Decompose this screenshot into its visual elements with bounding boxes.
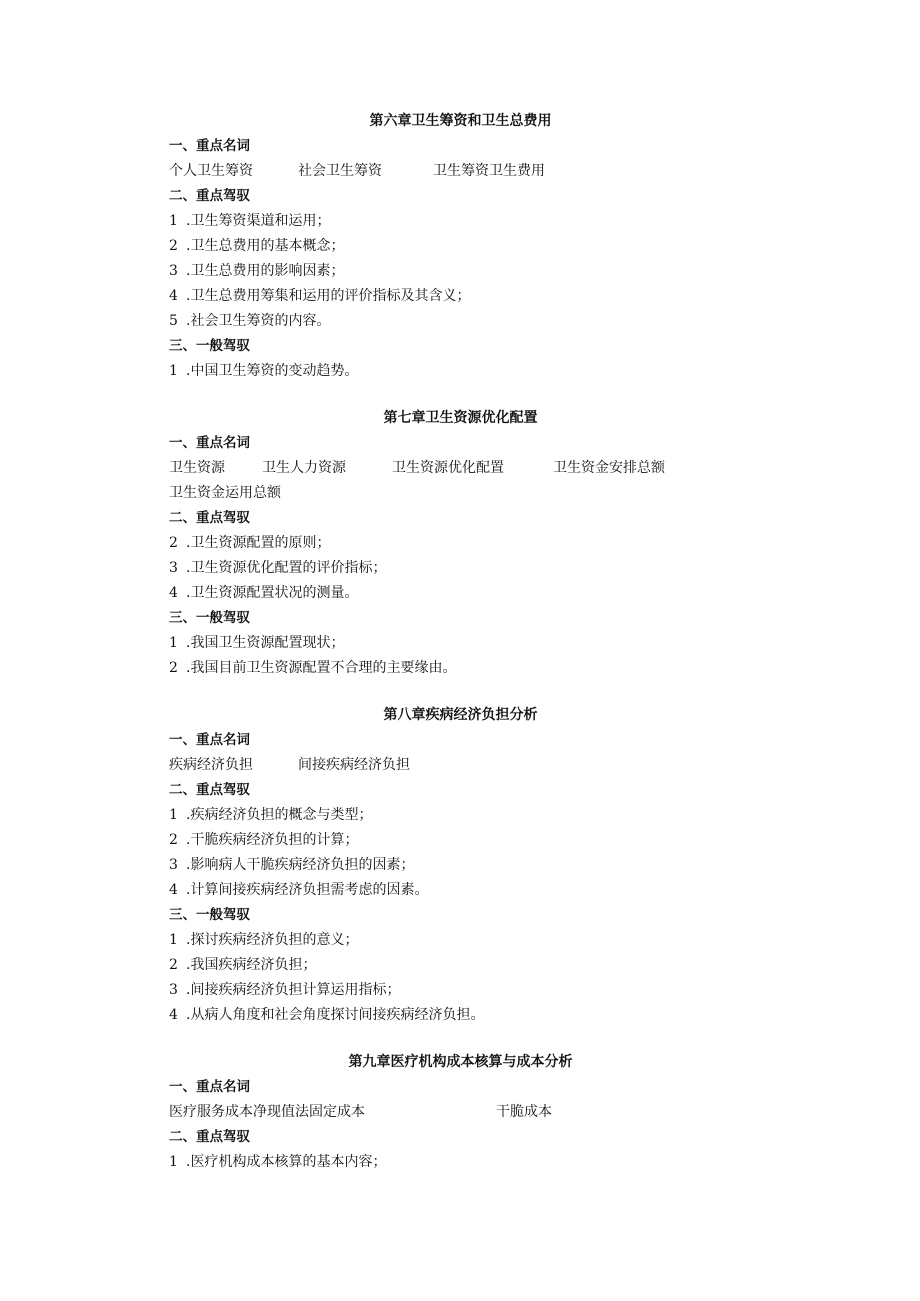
list-item: 1 .探讨疾病经济负担的意义； (169, 932, 359, 948)
list-item: 5 .社会卫生筹资的内容。 (169, 313, 331, 329)
section-heading-key-mastery: 二、重点驾驭 (169, 188, 250, 204)
list-item: 2 .我国目前卫生资源配置不合理的主要缘由。 (169, 660, 457, 676)
list-item: 1 .医疗机构成本核算的基本内容； (169, 1154, 387, 1170)
section-heading-key-mastery: 二、重点驾驭 (169, 510, 250, 526)
list-item: 2 .我国疾病经济负担； (169, 957, 317, 973)
list-item: 3 .卫生资源优化配置的评价指标； (169, 560, 387, 576)
chapter-title: 第六章卫生筹资和卫生总费用 (369, 113, 552, 129)
term: 个人卫生筹资 (169, 163, 253, 179)
list-item: 4 .卫生资源配置状况的测量。 (169, 585, 359, 601)
section-heading-key-mastery: 二、重点驾驭 (169, 1129, 250, 1145)
list-item: 1 .我国卫生资源配置现状； (169, 635, 345, 651)
list-item: 2 .卫生总费用的基本概念； (169, 238, 345, 254)
key-terms-line (169, 753, 769, 778)
chapter-title: 第九章医疗机构成本核算与成本分析 (348, 1054, 573, 1070)
section-heading-general-mastery: 三、一般驾驭 (169, 338, 250, 354)
term: 卫生资金安排总额 (553, 460, 665, 476)
list-item: 3 .间接疾病经济负担计算运用指标； (169, 982, 401, 998)
section-heading-key-terms: 一、重点名词 (169, 435, 250, 451)
term: 卫生人力资源 (262, 460, 346, 476)
chapter-8 (169, 703, 769, 1028)
term: 卫生资源优化配置 (392, 460, 504, 476)
list-item: 4 .卫生总费用筹集和运用的评价指标及其含义； (169, 288, 471, 304)
term: 干脆成本 (496, 1104, 552, 1120)
term: 疾病经济负担 (169, 757, 253, 773)
chapter-title: 第八章疾病经济负担分析 (383, 707, 538, 723)
section-heading-key-mastery: 二、重点驾驭 (169, 782, 250, 798)
term: 卫生筹资卫生费用 (433, 163, 545, 179)
key-terms-line (169, 159, 769, 184)
list-item: 4 .计算间接疾病经济负担需考虑的因素。 (169, 882, 429, 898)
list-item: 3 .卫生总费用的影响因素； (169, 263, 345, 279)
list-item: 2 .卫生资源配置的原则； (169, 535, 331, 551)
term: 间接疾病经济负担 (298, 757, 410, 773)
section-heading-general-mastery: 三、一般驾驭 (169, 907, 250, 923)
list-item: 1 .卫生筹资渠道和运用； (169, 213, 331, 229)
section-heading-key-terms: 一、重点名词 (169, 1079, 250, 1095)
section-heading-key-terms: 一、重点名词 (169, 732, 250, 748)
document-page (169, 109, 769, 1175)
term: 社会卫生筹资 (298, 163, 382, 179)
chapter-9 (169, 1050, 769, 1175)
key-terms-line (169, 1100, 769, 1125)
term: 卫生资源 (169, 460, 225, 476)
term: 医疗服务成本净现值法固定成本 (169, 1104, 365, 1120)
key-terms-line: 卫生资金运用总额 (169, 485, 281, 501)
list-item: 4 .从病人角度和社会角度探讨间接疾病经济负担。 (169, 1007, 485, 1023)
list-item: 1 .中国卫生筹资的变动趋势。 (169, 363, 359, 379)
chapter-6 (169, 109, 769, 384)
section-heading-key-terms: 一、重点名词 (169, 138, 250, 154)
list-item: 3 .影响病人干脆疾病经济负担的因素； (169, 857, 415, 873)
list-item: 2 .干脆疾病经济负担的计算； (169, 832, 359, 848)
chapter-7 (169, 406, 769, 681)
chapter-title: 第七章卫生资源优化配置 (383, 410, 538, 426)
key-terms-line (169, 456, 769, 481)
list-item: 1 .疾病经济负担的概念与类型； (169, 807, 373, 823)
section-heading-general-mastery: 三、一般驾驭 (169, 610, 250, 626)
